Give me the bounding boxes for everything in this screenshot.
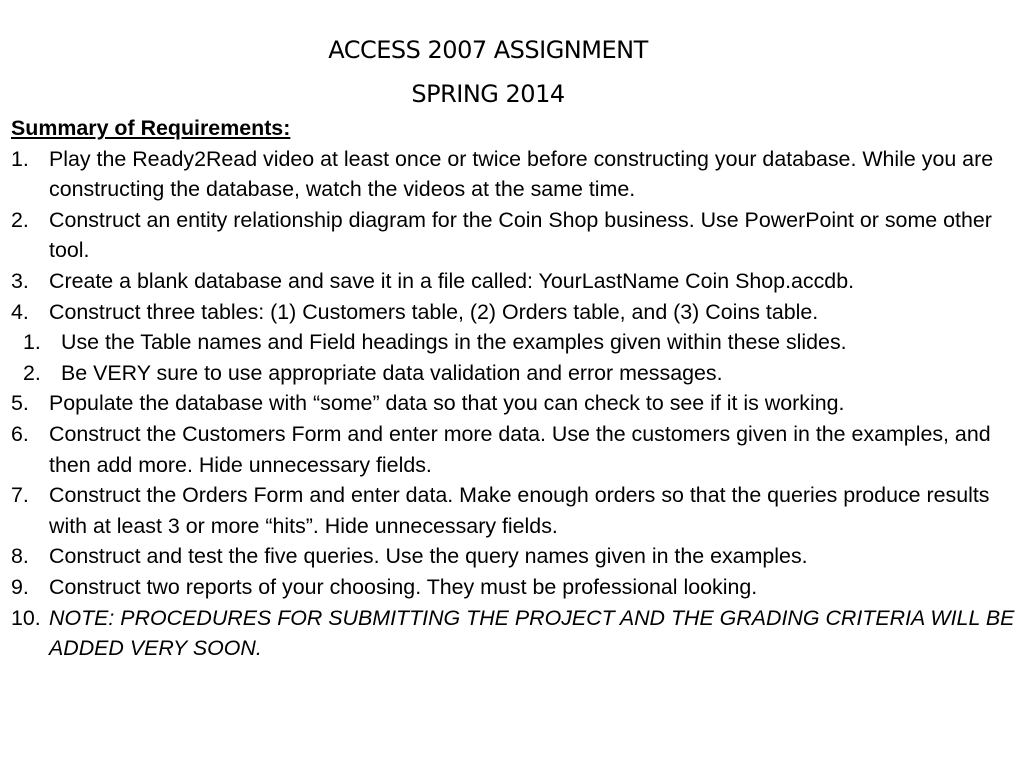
item-number: 2. [11,207,29,232]
note-text: NOTE: PROCEDURES FOR SUBMITTING THE PROJECT AND THE GRADING CRITERIA WILL BE ADDED VERY SOON. [49,605,1015,661]
sub-item-text: Use the Table names and Field headings in the examples given within these slides. [61,330,847,355]
list-item [11,205,1016,266]
item-text: Construct the Orders Form and enter data. Make enough orders so that the queries produce results with at least 3 or more “hits”. Hide unnecessary fields. [49,483,990,538]
sub-item-number: 1. [23,330,41,355]
item-number: 5. [11,391,29,416]
list-item [11,480,1016,541]
item-number: 4. [11,299,29,324]
list-item [11,541,1016,572]
list-item [11,266,1016,297]
item-number: 8. [11,544,29,569]
sub-list-item [23,327,1016,358]
item-text: Construct the Customers Form and enter more data. Use the customers given in the examples, and then add more. Hide unnecessary fields. [49,421,991,477]
sub-list-item [23,358,1016,389]
list-item [11,572,1016,603]
item-number: 3. [11,268,29,293]
item-number: 10. [11,605,41,630]
list-item [11,419,1016,480]
item-number: 6. [11,421,29,446]
title-line-2: SPRING 2014 [411,80,565,108]
summary-heading: Summary of Requirements: [11,116,291,140]
item-text: Construct two reports of your choosing. They must be professional looking. [49,574,758,599]
list-item [11,297,1016,328]
sub-item-text: Be VERY sure to use appropriate data validation and error messages. [61,360,723,385]
item-text: Construct an entity relationship diagram for the Coin Shop business. Use PowerPoint or some other tool. [49,207,992,263]
sub-item-number: 2. [23,360,41,385]
item-text: Create a blank database and save it in a file called: YourLastName Coin Shop.accdb. [49,268,855,293]
item-number: 1. [11,146,29,171]
item-text: Construct three tables: (1) Customers table, (2) Orders table, and (3) Coins table. [49,299,819,324]
sub-requirements-list [11,327,1016,388]
sub-list-container [11,327,1016,388]
list-item [11,144,1016,205]
item-text: Play the Ready2Read video at least once or twice before constructing your database. While you are constructing the database, watch the videos at the same time. [49,146,994,202]
item-number: 7. [11,483,29,508]
slide-content [11,113,1016,664]
item-number: 9. [11,574,29,599]
title-line-1: ACCESS 2007 ASSIGNMENT [328,36,648,64]
item-text: Populate the database with “some” data so that you can check to see if it is working. [49,391,845,416]
list-item-note [11,603,1016,664]
list-item [11,388,1016,419]
item-text: Construct and test the five queries. Use the query names given in the examples. [49,544,808,569]
slide-title [0,28,976,116]
requirements-list [11,144,1016,664]
